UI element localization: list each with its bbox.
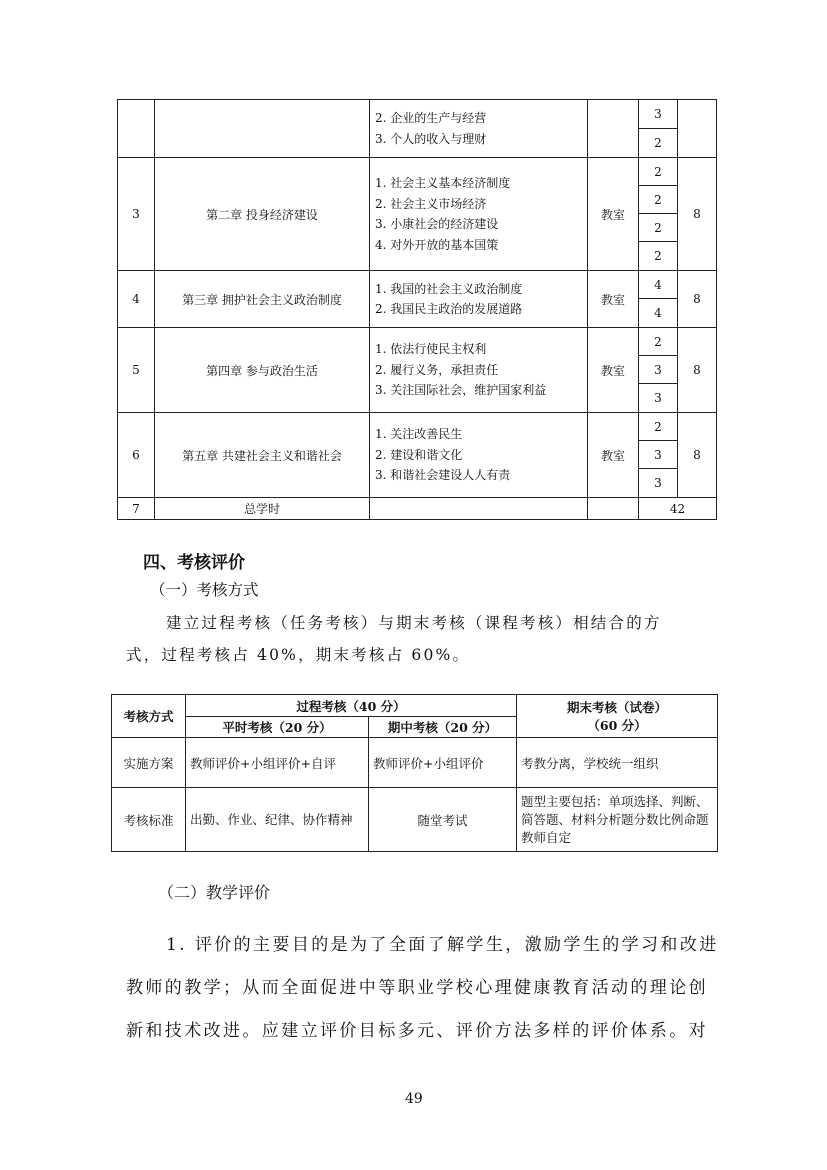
chapter-cell: 第三章 拥护社会主义政治制度 xyxy=(155,271,370,328)
table-row xyxy=(118,158,717,271)
subsection-title: （二）教学评价 xyxy=(158,883,271,902)
place-cell: 教室 xyxy=(588,328,639,413)
topic-item: 3. 个人的收入与理财 xyxy=(375,131,487,146)
final-cell: 考教分离，学校统一组织 xyxy=(517,738,718,788)
header-final-line: （60 分） xyxy=(587,718,647,733)
header-process: 过程考核（40 分） xyxy=(186,695,517,717)
table-row xyxy=(112,738,718,788)
assessment-table xyxy=(111,694,718,852)
topic-item: 2. 社会主义市场经济 xyxy=(375,196,487,211)
topic-item: 1. 关注改善民生 xyxy=(375,427,463,442)
place-cell: 教室 xyxy=(588,158,639,271)
total-cell: 8 xyxy=(678,271,717,328)
topic-item: 3. 小康社会的经济建设 xyxy=(375,217,499,231)
hours-cell xyxy=(639,158,678,271)
hours-cell xyxy=(639,328,678,413)
hour-value: 2 xyxy=(639,186,677,214)
hour-value: 3 xyxy=(639,100,677,129)
table-row xyxy=(112,788,718,852)
row-number xyxy=(118,100,155,158)
hour-value: 2 xyxy=(639,158,677,186)
hours-cell xyxy=(639,413,678,498)
paragraph-line: 新和技术改进。应建立评价目标多元、评价方法多样的评价体系。对 xyxy=(126,1021,708,1041)
chapter-cell: 第四章 参与政治生活 xyxy=(155,328,370,413)
hours-cell xyxy=(639,100,678,158)
page-number: 49 xyxy=(405,1091,423,1107)
total-cell: 8 xyxy=(678,158,717,271)
hour-value: 3 xyxy=(639,441,677,469)
row-number: 5 xyxy=(118,328,155,413)
hour-value: 4 xyxy=(654,306,662,320)
hours-cell xyxy=(639,271,678,328)
subsection-title: （一）考核方式 xyxy=(150,581,259,599)
topic-item: 3. 和谐社会建设人人有责 xyxy=(375,468,511,483)
topics-cell xyxy=(370,413,588,498)
regular-cell: 出勤、作业、纪律、协作精神 xyxy=(186,788,369,852)
hour-value: 2 xyxy=(639,328,677,356)
paragraph-line: 式，过程考核占 40%，期末考核占 60%。 xyxy=(126,646,471,664)
schedule-table xyxy=(117,99,717,520)
chapter-cell: 第二章 投身经济建设 xyxy=(155,158,370,271)
empty-cell xyxy=(588,498,639,520)
total-cell: 8 xyxy=(678,328,717,413)
hour-value: 3 xyxy=(639,356,677,384)
header-midterm: 期中考核（20 分） xyxy=(369,717,517,738)
total-label: 总学时 xyxy=(155,498,370,520)
table-row xyxy=(118,271,717,328)
topics-cell xyxy=(370,271,588,328)
topic-item: 2. 企业的生产与经营 xyxy=(375,111,487,125)
hour-value: 2 xyxy=(639,413,677,441)
topic-item: 3. 关注国际社会，维护国家利益 xyxy=(375,383,547,398)
topic-item: 1. 依法行使民主权利 xyxy=(375,342,487,357)
header-method: 考核方式 xyxy=(112,695,186,738)
topics-cell xyxy=(370,328,588,413)
header-final xyxy=(517,695,718,738)
topic-item: 1. 社会主义基本经济制度 xyxy=(375,176,511,190)
row-label: 考核标准 xyxy=(112,788,186,852)
row-number: 4 xyxy=(118,271,155,328)
table-row xyxy=(118,413,717,498)
final-cell: 题型主要包括：单项选择、判断、简答题、材料分析题分数比例命题教师自定 xyxy=(517,788,718,852)
topic-item: 4. 对外开放的基本国策 xyxy=(375,237,499,252)
topic-item: 2. 我国民主政治的发展道路 xyxy=(375,302,523,316)
hour-value: 2 xyxy=(639,214,677,242)
table-row xyxy=(118,100,717,158)
table-row xyxy=(112,695,718,717)
midterm-cell: 教师评价+小组评价 xyxy=(369,738,517,788)
total-cell: 8 xyxy=(678,413,717,498)
empty-cell xyxy=(370,498,588,520)
row-number: 7 xyxy=(118,498,155,520)
header-final-line: 期末考核（试卷） xyxy=(566,700,667,715)
row-number: 6 xyxy=(118,413,155,498)
paragraph-line: 教师的教学；从而全面促进中等职业学校心理健康教育活动的理论创 xyxy=(126,978,708,998)
hour-value: 4 xyxy=(639,271,677,299)
total-cell xyxy=(678,100,717,158)
place-cell: 教室 xyxy=(588,271,639,328)
header-regular: 平时考核（20 分） xyxy=(186,717,369,738)
table-row xyxy=(118,498,717,520)
regular-cell: 教师评价+小组评价+自评 xyxy=(186,738,369,788)
topic-item: 2. 履行义务，承担责任 xyxy=(375,362,499,377)
topic-item: 1. 我国的社会主义政治制度 xyxy=(375,281,523,296)
total-hours: 42 xyxy=(639,498,717,520)
paragraph-line: 建立过程考核（任务考核）与期末考核（课程考核）相结合的方 xyxy=(166,614,662,632)
hour-value: 3 xyxy=(654,391,662,405)
chapter-cell xyxy=(155,100,370,158)
topics-cell xyxy=(370,100,588,158)
topic-item: 2. 建设和谐文化 xyxy=(375,447,463,462)
topics-cell xyxy=(370,158,588,271)
row-label: 实施方案 xyxy=(112,738,186,788)
hour-value: 2 xyxy=(654,249,662,263)
midterm-cell: 随堂考试 xyxy=(369,788,517,852)
chapter-cell: 第五章 共建社会主义和谐社会 xyxy=(155,413,370,498)
table-row xyxy=(118,328,717,413)
place-cell: 教室 xyxy=(588,413,639,498)
hour-value: 3 xyxy=(654,476,662,490)
place-cell xyxy=(588,100,639,158)
section-title: 四、考核评价 xyxy=(143,553,245,573)
paragraph-line: 1. 评价的主要目的是为了全面了解学生，激励学生的学习和改进 xyxy=(166,935,719,955)
row-number: 3 xyxy=(118,158,155,271)
hour-value: 2 xyxy=(654,136,662,150)
